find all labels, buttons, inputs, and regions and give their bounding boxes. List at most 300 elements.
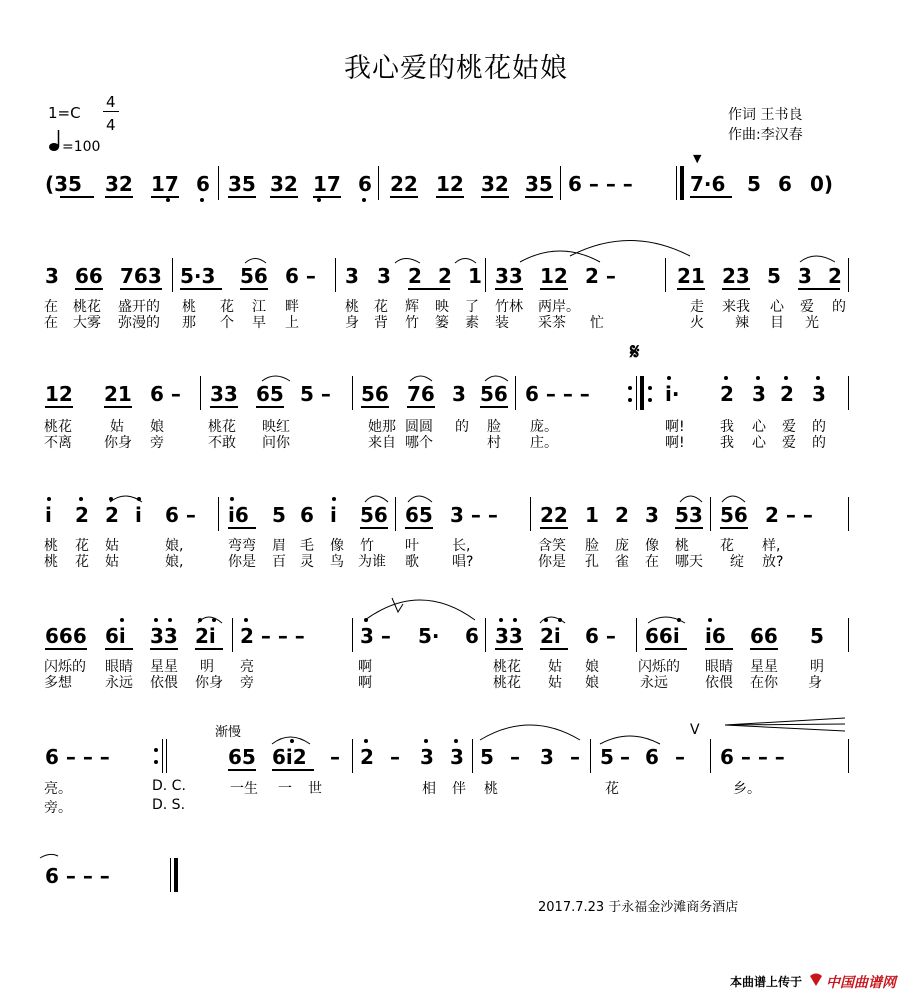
- note: 6 – – –: [720, 745, 785, 769]
- note: 3: [752, 382, 766, 406]
- lyric: 闪烁的: [44, 659, 86, 675]
- lyric: 庞。: [530, 419, 558, 435]
- tempo-mark-ritardando: 渐慢: [215, 725, 242, 740]
- lyric: 旁: [240, 675, 254, 691]
- lyric: 姑: [110, 419, 124, 435]
- lyric: 长,: [452, 538, 471, 554]
- lyric: 个: [220, 315, 234, 331]
- lyric: 像: [330, 538, 344, 554]
- lyric: 孔: [585, 554, 599, 570]
- lyric: 一生: [230, 781, 258, 797]
- upper-octave-dot: [154, 618, 158, 622]
- lyric: 世: [308, 781, 322, 797]
- lower-octave-dot: [166, 198, 170, 202]
- lyric: 早: [252, 315, 266, 331]
- lyric: 叶: [405, 538, 419, 554]
- lyric: 姑: [548, 659, 562, 675]
- note: 21: [104, 382, 132, 406]
- slur: [485, 376, 508, 381]
- note: 5: [747, 172, 761, 196]
- slur: [722, 496, 745, 502]
- lyric: 娘: [585, 659, 599, 675]
- lyric: 两岸。: [538, 299, 580, 315]
- note: 33: [495, 624, 523, 648]
- lower-octave-dot: [200, 198, 204, 202]
- lyric: 脸: [487, 419, 501, 435]
- lyric: 采茶: [538, 315, 566, 331]
- lyric: 弯弯: [228, 538, 256, 554]
- slur: [800, 256, 835, 262]
- note: 3: [540, 745, 554, 769]
- lower-octave-dot: [317, 198, 321, 202]
- lyric: 我: [720, 435, 734, 451]
- lyric: 辉: [405, 299, 419, 315]
- lyric: 爱: [782, 435, 796, 451]
- lyric: 花: [75, 554, 89, 570]
- lyric: 问你: [262, 435, 290, 451]
- note: 56: [480, 382, 508, 406]
- lyric: 星星: [150, 659, 178, 675]
- upper-octave-dot: [364, 739, 368, 743]
- lyric: 明: [200, 659, 214, 675]
- breath-mark-icon: V: [690, 722, 700, 738]
- note: 3: [45, 264, 59, 288]
- note: (35: [45, 172, 82, 196]
- upper-octave-dot: [47, 497, 51, 501]
- lyric: 辣: [735, 315, 749, 331]
- lyric: 桃: [484, 781, 498, 797]
- upper-octave-dot: [454, 739, 458, 743]
- lower-octave-dot: [362, 198, 366, 202]
- lyric: 竹: [360, 538, 374, 554]
- lyric: 娘: [150, 419, 164, 435]
- lyric: D. C.: [152, 778, 186, 794]
- note: 56: [361, 382, 389, 406]
- slur: [570, 241, 690, 257]
- note: i6: [228, 503, 249, 527]
- lyric: 来自: [368, 435, 396, 451]
- time-signature-numerator: 4: [106, 93, 116, 111]
- upper-octave-dot: [120, 618, 124, 622]
- note: 33: [150, 624, 178, 648]
- repeat-dot: [648, 398, 652, 402]
- note: 5 –: [300, 382, 331, 406]
- lyric: 的: [812, 419, 826, 435]
- lyric: 桃: [345, 299, 359, 315]
- note: 5: [810, 624, 824, 648]
- lyric: 娘,: [165, 538, 184, 554]
- lyric: 姑: [105, 554, 119, 570]
- lyric: 哪个: [405, 435, 433, 451]
- upper-octave-dot: [756, 376, 760, 380]
- lyric: 鸟: [330, 554, 344, 570]
- lyric: 装: [495, 315, 509, 331]
- composer: 作曲:李汉春: [728, 127, 803, 143]
- note: 17: [313, 172, 341, 196]
- note: 1: [468, 264, 482, 288]
- note: 6 –: [585, 624, 616, 648]
- segno-icon: 𝄋: [630, 340, 640, 365]
- note: 12: [540, 264, 568, 288]
- note: 2: [105, 503, 119, 527]
- lyric: 脸: [585, 538, 599, 554]
- lyric: 的: [832, 299, 846, 315]
- note: –: [675, 745, 685, 769]
- lyric: 歌: [405, 554, 419, 570]
- note: 1: [585, 503, 599, 527]
- note: 33: [495, 264, 523, 288]
- lyric: 走: [690, 299, 704, 315]
- note: 6 – – –: [568, 172, 633, 196]
- upper-octave-dot: [424, 739, 428, 743]
- note: –: [620, 745, 630, 769]
- upper-octave-dot: [513, 618, 517, 622]
- note: 6: [358, 172, 372, 196]
- site-logo-text: 中国曲谱网: [826, 975, 896, 991]
- lyric: 眉: [272, 538, 286, 554]
- lyric: 来我: [722, 299, 750, 315]
- note: 2 –: [585, 264, 616, 288]
- upper-octave-dot: [708, 618, 712, 622]
- slur: [410, 376, 432, 381]
- repeat-dot: [154, 748, 158, 752]
- key-signature: 1=C: [48, 104, 81, 122]
- lyric: 竹林: [495, 299, 523, 315]
- lyric: 乡。: [733, 781, 761, 797]
- note: 2: [360, 745, 374, 769]
- lyric: 眼睛: [705, 659, 733, 675]
- lyric: 上: [285, 315, 299, 331]
- note: 6: [645, 745, 659, 769]
- note: 66: [750, 624, 778, 648]
- note: 5: [767, 264, 781, 288]
- lyric: 雀: [615, 554, 629, 570]
- lyric: 唱?: [452, 554, 474, 570]
- upper-octave-dot: [332, 497, 336, 501]
- lyric: 的: [455, 419, 469, 435]
- lyric: 像: [645, 538, 659, 554]
- note: 66: [75, 264, 103, 288]
- lyric: 桃花: [44, 419, 72, 435]
- lyric: 你是: [228, 554, 256, 570]
- lyric: 一: [278, 781, 292, 797]
- slur: [648, 617, 685, 623]
- slur: [680, 496, 702, 502]
- lyric: 村: [487, 435, 501, 451]
- lyric: 花: [75, 538, 89, 554]
- lyric: 那: [182, 315, 196, 331]
- note: 2 – –: [765, 503, 813, 527]
- lyric: 圆圆: [405, 419, 433, 435]
- lyric: 你身: [104, 435, 132, 451]
- upper-octave-dot: [667, 376, 671, 380]
- upper-octave-dot: [290, 739, 294, 743]
- note: 5·: [418, 624, 440, 648]
- lyric: 篓: [435, 315, 449, 331]
- lyric: 素: [465, 315, 479, 331]
- lyric: 背: [374, 315, 388, 331]
- lyric: 桃: [44, 554, 58, 570]
- lyric: 啊!: [665, 435, 685, 451]
- lyric: D. S.: [152, 797, 186, 813]
- lyric: 娘,: [165, 554, 184, 570]
- lyric: 啊: [358, 659, 372, 675]
- lyric: 的: [812, 435, 826, 451]
- lyric: 伴: [452, 781, 466, 797]
- fermata-marker-icon: ▼: [693, 152, 702, 165]
- note: 32: [481, 172, 509, 196]
- note: 66i: [645, 624, 680, 648]
- lyric: 火: [690, 315, 704, 331]
- lyric: 桃花: [73, 299, 101, 315]
- lyric: 样,: [762, 538, 781, 554]
- lyric: 眼睛: [105, 659, 133, 675]
- note: 21: [677, 264, 705, 288]
- slur: [365, 600, 475, 620]
- lyric: 闪烁的: [638, 659, 680, 675]
- lyric: 你是: [538, 554, 566, 570]
- lyric: 依偎: [705, 675, 733, 691]
- upper-octave-dot: [244, 618, 248, 622]
- slur: [408, 496, 432, 502]
- decrescendo-hairpin: [725, 718, 845, 731]
- lyric: 不敢: [208, 435, 236, 451]
- note: 6 –: [285, 264, 316, 288]
- note: 3: [645, 503, 659, 527]
- note: 3: [452, 382, 466, 406]
- slur: [110, 496, 142, 502]
- lyric: 心: [770, 299, 784, 315]
- repeat-dot: [154, 760, 158, 764]
- lyric: 依偎: [150, 675, 178, 691]
- lyric: 盛开的: [118, 299, 160, 315]
- slur: [262, 376, 290, 381]
- lyric: 她那: [368, 419, 396, 435]
- lyric: 桃花: [493, 659, 521, 675]
- lyric: 桃: [44, 538, 58, 554]
- lyric: 亮。: [44, 781, 72, 797]
- slur: [520, 251, 600, 262]
- lyric: 啊!: [665, 419, 685, 435]
- note: 2: [75, 503, 89, 527]
- note: 35: [228, 172, 256, 196]
- note: 2: [720, 382, 734, 406]
- lyric: 为谁: [358, 554, 386, 570]
- lyric: 光: [805, 315, 819, 331]
- note: 76: [407, 382, 435, 406]
- note: 3 –: [360, 624, 391, 648]
- slur: [245, 259, 266, 264]
- lyric: 桃: [182, 299, 196, 315]
- tempo-marking: =100: [62, 139, 101, 155]
- note: 2 – – –: [240, 624, 305, 648]
- upper-octave-dot: [168, 618, 172, 622]
- note: 22: [390, 172, 418, 196]
- note: 6: [465, 624, 479, 648]
- lyric: 亮: [240, 659, 254, 675]
- note: 6: [300, 503, 314, 527]
- note: 56: [720, 503, 748, 527]
- note: 2: [408, 264, 422, 288]
- lyric: 娘: [585, 675, 599, 691]
- lyric: 永远: [640, 675, 668, 691]
- upper-octave-dot: [816, 376, 820, 380]
- lyric: 桃花: [493, 675, 521, 691]
- lyric: 竹: [405, 315, 419, 331]
- slur: [40, 854, 58, 858]
- upper-octave-dot: [784, 376, 788, 380]
- note: 6 –: [150, 382, 181, 406]
- note: 53: [675, 503, 703, 527]
- lyric: 花: [220, 299, 234, 315]
- note: 65: [405, 503, 433, 527]
- note: 56: [240, 264, 268, 288]
- time-signature-denominator: 4: [106, 116, 116, 134]
- lyric: 花: [720, 538, 734, 554]
- note: 3: [377, 264, 391, 288]
- note: 12: [45, 382, 73, 406]
- note: i: [45, 503, 52, 527]
- lyric: 桃: [675, 538, 689, 554]
- lyric: 心: [752, 419, 766, 435]
- note: 6 –: [165, 503, 196, 527]
- lyric: 灵: [300, 554, 314, 570]
- lyric: 身: [345, 315, 359, 331]
- lyric: 啊: [358, 675, 372, 691]
- note: 32: [105, 172, 133, 196]
- note: 5: [480, 745, 494, 769]
- upper-octave-dot: [79, 497, 83, 501]
- upper-octave-dot: [724, 376, 728, 380]
- note: 3: [450, 745, 464, 769]
- lyric: 花: [605, 781, 619, 797]
- lyric: 花: [374, 299, 388, 315]
- note: 2: [615, 503, 629, 527]
- note: 65: [228, 745, 256, 769]
- upper-octave-dot: [230, 497, 234, 501]
- page-title: 我心爱的桃花姑娘: [344, 53, 568, 84]
- note: 666: [45, 624, 87, 648]
- lyric: 江: [252, 299, 266, 315]
- lyric: 忙: [590, 315, 604, 331]
- slur: [480, 725, 580, 740]
- lyricist: 作词 王书良: [728, 107, 803, 123]
- lyric: 畔: [285, 299, 299, 315]
- note: 6i2: [272, 745, 307, 769]
- lyric: 爱: [800, 299, 814, 315]
- lyric: 目: [770, 315, 784, 331]
- lyric: 映: [435, 299, 449, 315]
- lyric: 姑: [105, 538, 119, 554]
- note: 12: [436, 172, 464, 196]
- lyric: 在你: [750, 675, 778, 691]
- lyric: 我: [720, 419, 734, 435]
- repeat-dot: [648, 386, 652, 390]
- note: 32: [270, 172, 298, 196]
- lyric: 大雾: [73, 315, 101, 331]
- composition-date-place: 2017.7.23 于永福金沙滩商务酒店: [538, 900, 739, 915]
- lyric: 庄。: [530, 435, 558, 451]
- repeat-dot: [628, 386, 632, 390]
- note: –: [330, 745, 340, 769]
- footer-upload-text: 本曲谱上传于: [730, 975, 803, 989]
- note: 35: [525, 172, 553, 196]
- lyric: 在: [645, 554, 659, 570]
- note: 0): [810, 172, 834, 196]
- lyric: 永远: [105, 675, 133, 691]
- slur: [395, 259, 420, 264]
- slur: [455, 259, 476, 264]
- note: 7·6: [690, 172, 726, 196]
- note: 2: [438, 264, 452, 288]
- upper-octave-dot: [499, 618, 503, 622]
- lyric: 旁。: [44, 800, 72, 816]
- slur: [365, 496, 388, 502]
- note: 763: [120, 264, 162, 288]
- note: 2: [780, 382, 794, 406]
- note: –: [510, 745, 520, 769]
- lyric: 在: [44, 315, 58, 331]
- lyric: 毛: [300, 538, 314, 554]
- note: 5: [272, 503, 286, 527]
- note: i: [330, 503, 337, 527]
- lyric: 庞: [615, 538, 629, 554]
- note: 6 – – –: [45, 745, 110, 769]
- lyric: 身: [808, 675, 822, 691]
- note: 3: [420, 745, 434, 769]
- lyric: 百: [272, 554, 286, 570]
- lyric: 你身: [195, 675, 223, 691]
- note: 56: [360, 503, 388, 527]
- note: 5: [600, 745, 614, 769]
- note: –: [390, 745, 400, 769]
- slurs: [40, 241, 835, 859]
- lyric: 爱: [782, 419, 796, 435]
- slur: [198, 617, 222, 623]
- lyric: 桃花: [208, 419, 236, 435]
- lyric: 含笑: [538, 538, 566, 554]
- note: 3 – –: [450, 503, 498, 527]
- note: 3: [798, 264, 812, 288]
- slur: [540, 617, 565, 623]
- lyric: 相: [422, 781, 436, 797]
- lyric: 映红: [262, 419, 290, 435]
- repeat-dot: [628, 398, 632, 402]
- note: 3: [812, 382, 826, 406]
- note: 2i: [195, 624, 216, 648]
- lyric: 姑: [548, 675, 562, 691]
- note: 17: [151, 172, 179, 196]
- lyric: 弥漫的: [118, 315, 160, 331]
- note: 6i: [105, 624, 126, 648]
- note: 6 – – –: [45, 864, 110, 888]
- octave-dots: [47, 198, 820, 764]
- note: –: [570, 745, 580, 769]
- note: 6: [778, 172, 792, 196]
- lyric: 明: [810, 659, 824, 675]
- note: 5·3: [180, 264, 216, 288]
- note: i6: [705, 624, 726, 648]
- note: 22: [540, 503, 568, 527]
- note: 33: [210, 382, 238, 406]
- note: 23: [722, 264, 750, 288]
- note: 65: [256, 382, 284, 406]
- note: 6: [196, 172, 210, 196]
- note: 2: [828, 264, 842, 288]
- lyric: 心: [752, 435, 766, 451]
- lyric: 在: [44, 299, 58, 315]
- note: 3: [345, 264, 359, 288]
